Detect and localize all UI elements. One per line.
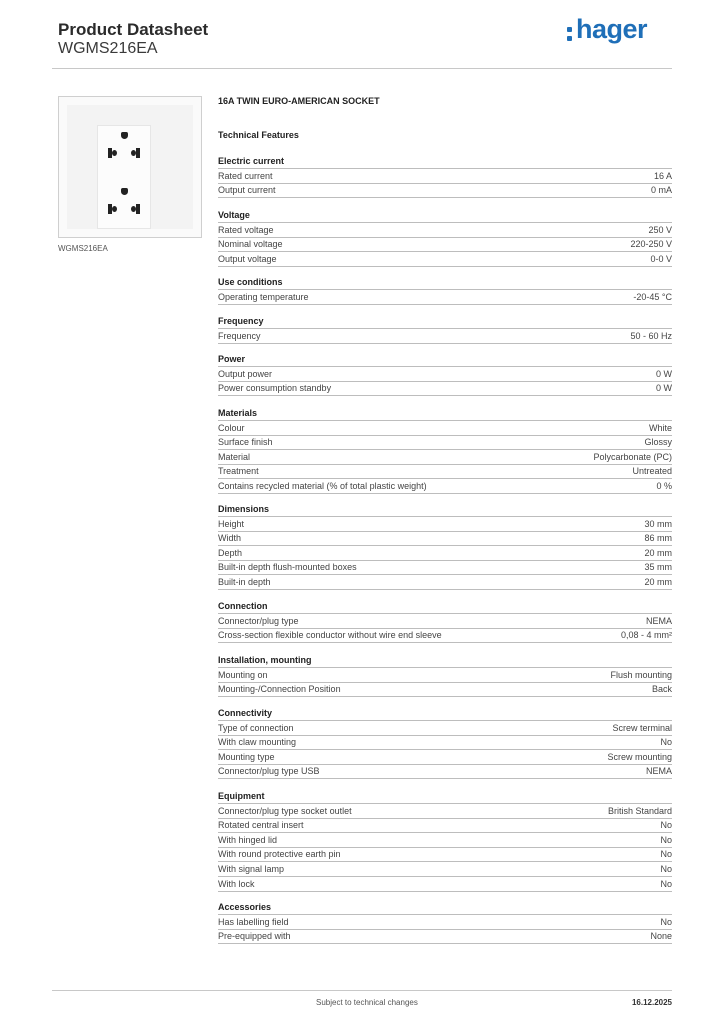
spec-value: None [650,931,672,942]
spec-label: Mounting-/Connection Position [218,684,341,695]
spec-label: Height [218,518,245,529]
spec-value: NEMA [645,615,672,626]
spec-row [218,818,672,833]
spec-row [218,290,672,305]
spec-value: Untreated [632,466,672,477]
spec-label: Connector/plug type USB [218,766,320,777]
product-image [58,96,202,238]
spec-row [218,721,672,736]
section-title: Equipment [218,789,672,804]
section-title: Materials [218,406,672,421]
spec-value: No [660,864,672,874]
spec-value: 0 W [655,368,672,379]
spec-row [218,929,672,944]
spec-row [218,450,672,465]
spec-value: Back [651,684,672,695]
section-title: Electric current [218,154,672,169]
spec-row [218,735,672,750]
spec-label: With claw mounting [218,737,297,748]
spec-label: With hinged lid [218,834,278,845]
spec-value: Screw mounting [607,751,672,762]
spec-label: Built-in depth flush-mounted boxes [218,562,357,573]
spec-value: Flush mounting [610,669,672,680]
spec-row [218,464,672,479]
section-title: Dimensions [218,502,672,517]
spec-label: Operating temperature [218,291,309,302]
spec-row [218,877,672,892]
spec-row [218,237,672,252]
spec-row [218,628,672,643]
spec-label: Mounting on [218,669,268,680]
pin-hole-top-right-round [131,150,136,156]
pin-hole-top-left-round [112,150,117,156]
spec-label: Nominal voltage [218,239,283,250]
spec-label: Rated voltage [218,224,274,235]
spec-row [218,435,672,450]
spec-value: 250 V [648,224,672,235]
socket-plate [67,105,193,229]
spec-label: Contains recycled material (% of total plastic weight) [218,481,427,491]
spec-label: Frequency [218,330,261,341]
spec-label: Rated current [218,170,273,181]
spec-row [218,381,672,396]
image-caption: WGMS216EA [58,244,108,253]
socket-face [97,125,151,229]
spec-label: Output voltage [218,253,277,264]
spec-value: No [660,916,672,927]
spec-value: 0 % [656,481,672,491]
spec-row [218,614,672,629]
spec-value: No [660,878,672,889]
spec-value: 20 mm [644,547,672,558]
spec-value: Polycarbonate (PC) [593,451,672,462]
spec-value: Screw terminal [612,722,672,733]
footer-date: 16.12.2025 [631,998,672,1007]
spec-row [218,252,672,267]
spec-row [218,421,672,436]
section-title: Use conditions [218,275,672,290]
spec-label: Mounting type [218,751,275,762]
spec-row [218,847,672,862]
spec-value: No [660,834,672,845]
pin-hole-top-right [136,148,140,158]
header-divider [52,68,672,69]
spec-label: Built-in depth [218,577,271,587]
header-product-code: WGMS216EA [58,40,158,57]
spec-row [218,560,672,575]
spec-label: Depth [218,547,243,558]
spec-row [218,223,672,238]
spec-row [218,479,672,494]
pin-hole-bottom-right [136,204,140,214]
spec-row [218,531,672,546]
spec-value: No [660,820,672,831]
hager-logo-dots [567,25,573,43]
earth-pin-hole-top [121,132,128,139]
spec-value: -20-45 °C [633,291,672,302]
spec-value: White [648,422,672,433]
spec-label: With signal lamp [218,864,285,874]
spec-label: Surface finish [218,437,273,448]
spec-label: Colour [218,422,245,433]
spec-row [218,517,672,532]
spec-row [218,575,672,590]
spec-label: Cross-section flexible conductor without wire end sleeve [218,630,442,641]
hager-logo: hager [576,14,648,44]
spec-label: Output power [218,368,273,379]
spec-label: Has labelling field [218,916,289,927]
spec-row [218,764,672,779]
earth-pin-hole-bottom [121,188,128,195]
spec-row [218,750,672,765]
spec-label: With round protective earth pin [218,849,341,860]
section-title: Connectivity [218,706,672,721]
header-title: Product Datasheet [58,20,209,39]
spec-value: No [660,849,672,860]
section-title: Installation, mounting [218,653,672,668]
spec-value: 0 W [655,383,672,394]
spec-value: 50 - 60 Hz [630,330,672,341]
spec-label: Type of connection [218,722,294,733]
section-title: Frequency [218,314,672,329]
spec-label: Output current [218,185,276,196]
section-title: Voltage [218,208,672,223]
spec-row [218,169,672,184]
pin-hole-bottom-left-round [112,206,117,212]
pin-hole-bottom-right-round [131,206,136,212]
spec-label: Material [218,451,251,462]
spec-value: Glossy [644,437,672,448]
product-name: 16A TWIN EURO-AMERICAN SOCKET [218,96,380,106]
spec-value: 0-0 V [650,253,672,264]
spec-value: 35 mm [644,562,672,573]
section-title: Connection [218,599,672,614]
footer-divider [52,990,672,991]
spec-label: Width [218,533,242,544]
spec-label: Power consumption standby [218,383,332,394]
spec-row [218,915,672,930]
spec-row [218,833,672,848]
spec-value: 20 mm [644,577,672,587]
spec-label: With lock [218,878,255,889]
spec-value: NEMA [645,766,672,777]
spec-row [218,546,672,561]
spec-value: 220-250 V [630,239,672,250]
spec-value: 86 mm [644,533,672,544]
spec-value: 16 A [653,170,672,181]
spec-row [218,329,672,344]
spec-label: Connector/plug type [218,615,299,626]
spec-value: 0,08 - 4 mm² [620,630,672,641]
spec-value: 30 mm [644,518,672,529]
technical-features-title: Technical Features [218,130,299,140]
spec-label: Treatment [218,466,259,477]
spec-label: Pre-equipped with [218,931,291,942]
spec-row [218,804,672,819]
spec-label: Rotated central insert [218,820,304,831]
spec-value: 0 mA [650,185,672,196]
spec-row [218,682,672,697]
spec-row [218,668,672,683]
spec-value: No [660,737,672,748]
spec-row [218,183,672,198]
spec-label: Connector/plug type socket outlet [218,805,352,816]
footer-note: Subject to technical changes [316,998,418,1007]
section-title: Accessories [218,900,672,915]
spec-row [218,367,672,382]
section-title: Power [218,352,672,367]
spec-row [218,862,672,877]
spec-value: British Standard [607,805,672,816]
